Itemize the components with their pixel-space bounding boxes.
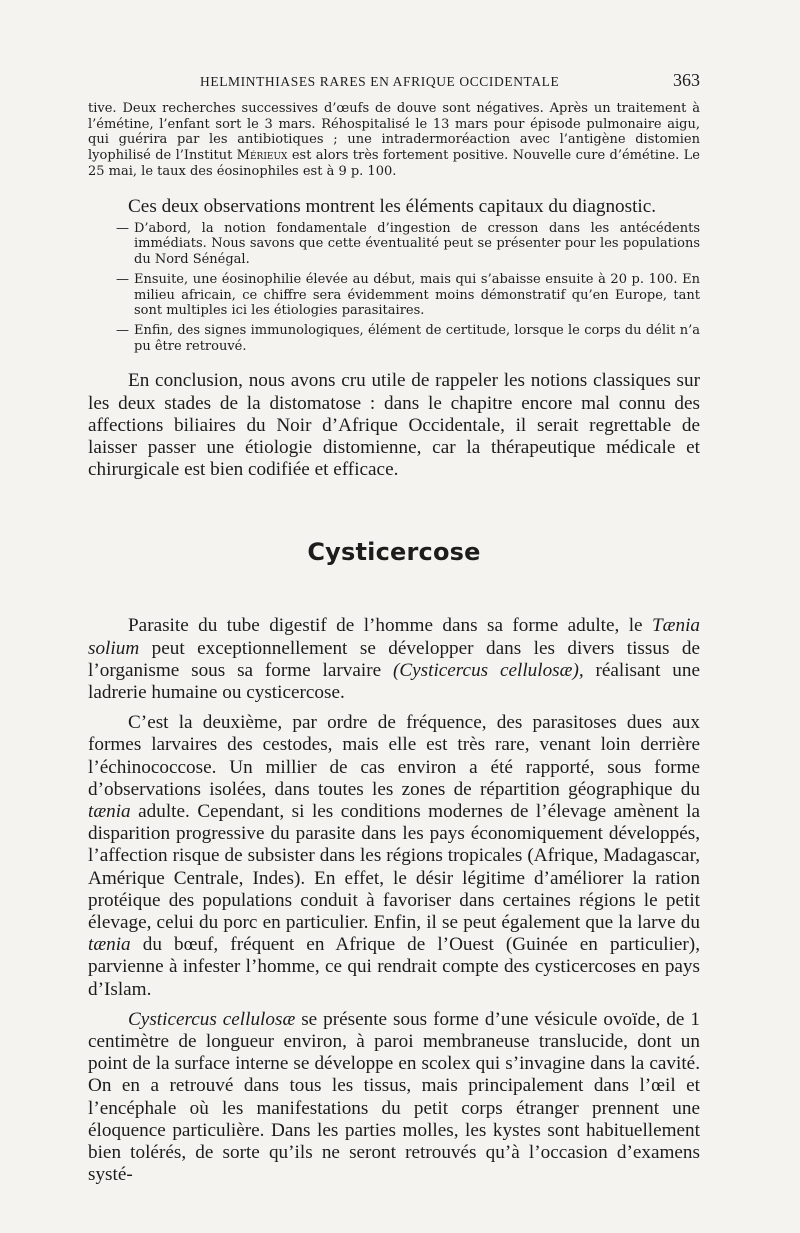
paragraph-cysticercus: [88, 1009, 700, 1187]
italic-term: Tænia solium: [88, 615, 700, 659]
case-text-end: est alors très fortement positive. Nouvelle cure d’émétine. Le 25 mai, le taux des éosinophiles est à 9 p. 100.: [88, 148, 700, 179]
dash-bullet: —: [116, 271, 129, 287]
text-run: réalisant une ladrerie humaine ou cysticercose.: [88, 659, 700, 703]
list-item: [88, 272, 700, 319]
text-run: Parasite du tube digestif de l’homme dans sa forme adulte, le: [128, 615, 652, 637]
text-run: se présente sous forme d’une vésicule ovoïde, de 1 centimètre de longueur environ, à paroi membraneuse translucide, dont un point de la surface interne se développe en scolex qui s’invagine dans la cavité. On en a retrouvé dans tous les tissus, mais principalement dans l’œil et l’encéphale où les manifestations du petit corps étranger prennent une éloquence particulière. Dans les parties molles, les kystes sont habituellement bien tolérés, de sorte qu’ils ne seront retrouvés qu’à l’occasion d’examens systé-: [88, 1008, 700, 1186]
case-text: tive. Deux recherches successives d’œufs de douve sont négatives. Après un traitement à l’émétine, l’enfant sort le 3 mars. Réhospitalisé le 13 mars pour épisode pulmonaire aigu, qui guérira par les antibiotiques ; une intradermoréaction avec l’antigène distomien lyophilisé de l’Institut: [88, 101, 700, 164]
running-header: [88, 70, 700, 91]
italic-term: Cysticercus cellulosæ: [128, 1008, 296, 1030]
section-title: Cysticercose: [307, 538, 481, 567]
page-number: 363: [673, 70, 700, 90]
paragraph-parasite: [88, 615, 700, 704]
list-item-text: Enfin, des signes immunologiques, élément de certitude, lorsque le corps du délit n’a pu être retrouvé.: [134, 322, 700, 354]
dash-bullet: —: [116, 220, 129, 236]
text-run: adulte. Cependant, si les conditions modernes de l’élevage amènent la disparition progressive du parasite dans les pays économiquement développés, l’affection risque de subsister dans les régions tropicales (Afrique, Madagascar, Amérique Centrale, Indes). En effet, le désir légitime d’améliorer la ration protéique des populations conduit à favoriser dans certaines régions le petit élevage, celui du porc en particulier. Enfin, il se peut également que la larve du: [88, 800, 700, 933]
italic-term: tænia: [88, 934, 131, 956]
running-title: HELMINTHIASES RARES EN AFRIQUE OCCIDENTALE: [200, 74, 560, 89]
case-text-name: Mérieux: [236, 148, 288, 164]
list-item-text: Ensuite, une éosinophilie élevée au début, mais qui s’abaisse ensuite à 20 p. 100. En milieu africain, ce chiffre sera évidemment moins démonstratif qu’en Europe, tant sont multiples ici les étiologies parasitaires.: [134, 271, 700, 319]
list-item: [88, 221, 700, 268]
conclusion-paragraph: En conclusion, nous avons cru utile de rappeler les notions classiques sur les deux stades de la distomatose : dans le chapitre encore mal connu des affections biliaires du Noir d’Afrique Occidentale, il serait regrettable de laisser passer une étiologie distomienne, car la thérapeutique médicale et chirurgicale est bien codifiée et efficace.: [88, 370, 700, 481]
diagnosis-list: [88, 221, 700, 355]
italic-term: tænia: [88, 800, 131, 822]
paragraph-frequency: [88, 712, 700, 1001]
text-run: du bœuf, fréquent en Afrique de l’Ouest (Guinée en particulier), parvienne à infester l’homme, ce qui rendrait compte des cysticercoses en pays d’Islam.: [88, 934, 700, 1000]
text-run: peut exceptionnellement se développer dans les divers tissus de l’organisme sous sa forme larvaire: [88, 637, 700, 681]
text-run: C’est la deuxième, par ordre de fréquence, des parasitoses dues aux formes larvaires des cestodes, mais elle est très rare, venant loin derrière l’échinococcose. Un millier de cas environ a été rapporté, sous forme d’observations isolées, dans toutes les zones de répartition géographique du: [88, 712, 700, 800]
case-paragraph: [88, 101, 700, 180]
list-item-text: D’abord, la notion fondamentale d’ingestion de cresson dans les antécédents immédiats. Nous savons que cette éventualité peut se présenter pour les populations du Nord Sénégal.: [134, 220, 700, 268]
dash-bullet: —: [116, 322, 129, 338]
italic-term: (Cysticercus cellulosæ),: [392, 659, 584, 681]
diagnosis-intro: Ces deux observations montrent les éléments capitaux du diagnostic.: [128, 195, 657, 217]
page: [88, 70, 700, 1186]
list-item: [88, 323, 700, 354]
